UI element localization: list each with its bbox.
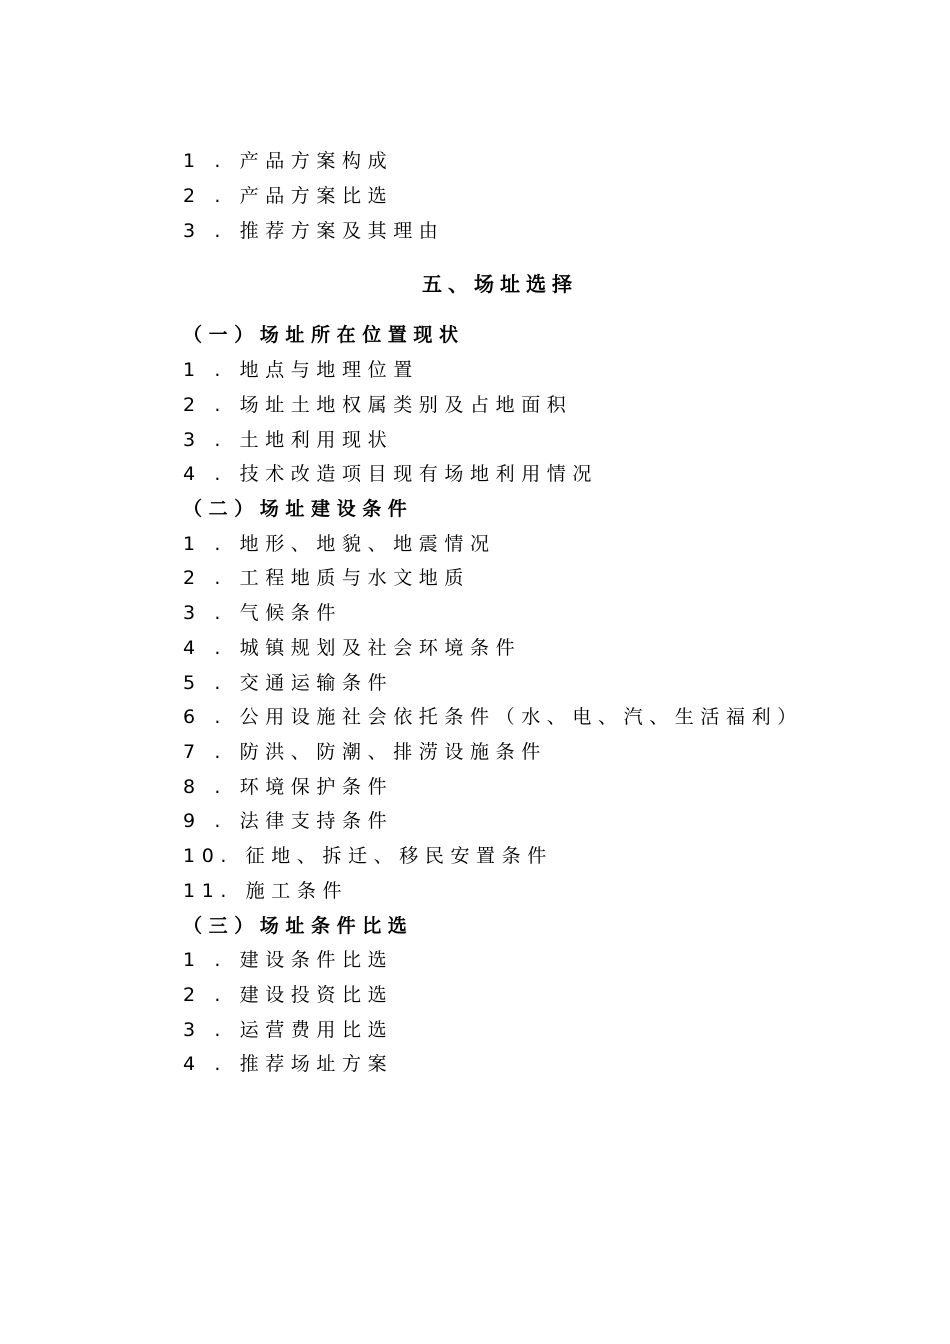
list-item: 2 . 产品方案比选 xyxy=(183,185,394,207)
list-item: 4 . 推荐场址方案 xyxy=(183,1053,394,1075)
list-item: 1 . 建设条件比选 xyxy=(183,949,394,971)
list-item: 2 . 场址土地权属类别及占地面积 xyxy=(183,394,573,416)
list-item: 2 . 建设投资比选 xyxy=(183,984,394,1006)
list-item: 3 . 推荐方案及其理由 xyxy=(183,220,445,242)
list-item: 7 . 防洪、防潮、排涝设施条件 xyxy=(183,741,547,763)
list-item: 1 . 地形、地貌、地震情况 xyxy=(183,533,496,555)
list-item: 9 . 法律支持条件 xyxy=(183,810,394,832)
list-item: 11. 施工条件 xyxy=(183,880,349,902)
list-item: 3 . 土地利用现状 xyxy=(183,429,394,451)
list-item: 5 . 交通运输条件 xyxy=(183,672,394,694)
subsection-heading: （一）场址所在位置现状 xyxy=(183,324,465,346)
list-item: 2 . 工程地质与水文地质 xyxy=(183,567,471,589)
list-item: 1 . 地点与地理位置 xyxy=(183,359,419,381)
list-item: 4 . 技术改造项目现有场地利用情况 xyxy=(183,463,599,485)
subsection-heading: （三）场址条件比选 xyxy=(183,915,414,937)
list-item: 3 . 运营费用比选 xyxy=(183,1019,394,1041)
list-item: 8 . 环境保护条件 xyxy=(183,776,394,798)
list-item: 4 . 城镇规划及社会环境条件 xyxy=(183,637,522,659)
list-item: 1 . 产品方案构成 xyxy=(183,150,394,172)
subsection-heading: （二）场址建设条件 xyxy=(183,498,414,520)
list-item: 6 . 公用设施社会依托条件（水、电、汽、生活福利） xyxy=(183,706,803,728)
list-item: 10. 征地、拆迁、移民安置条件 xyxy=(183,845,553,867)
section-title: 五、场址选择 xyxy=(422,272,578,296)
list-item: 3 . 气候条件 xyxy=(183,602,343,624)
